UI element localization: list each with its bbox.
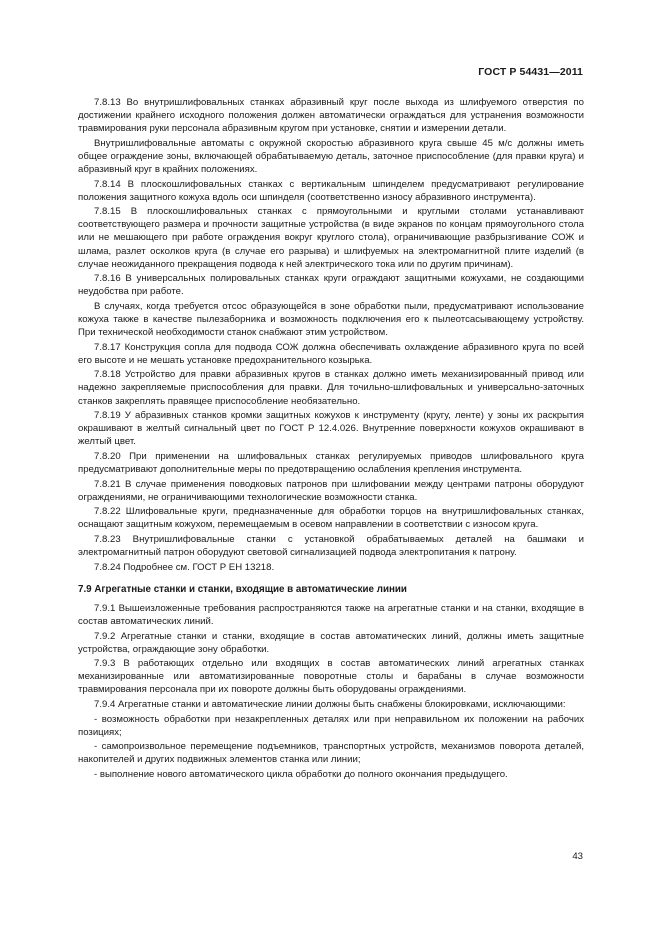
document-body [78, 96, 584, 783]
paragraph-7-8-24: 7.8.24 Подробнее см. ГОСТ Р ЕН 13218. [94, 561, 275, 573]
paragraph-internal-grinding-automats: Внутришлифовальные автоматы с окружной скоростью абразивного круга свыше 45 м/с должны иметь общее ограждение зоны, включающей обрабатываемую деталь, заточное приспособление (для правки круга) и абразивный круг в крайних положениях. [78, 137, 584, 175]
paragraph-7-8-15: 7.8.15 В плоскошлифовальных станках с прямоугольными и круглыми столами устанавливают соответствующего размера и прочности защитные устройства (в виде экранов по концам прямоугольного стола или не мешающего при работе ограждения вокруг круглого стола), ограничивающие разбрызгивание СОЖ и шлама, разлет осколков круга (в случае его разрыва) и шлифуемых на электромагнитной плите изделий (в случае неожиданного прекращения подвода к ней электрического тока или по другим причинам). [78, 206, 584, 270]
paragraph-7-8-17: 7.8.17 Конструкция сопла для подвода СОЖ должна обеспечивать охлаждение абразивного круга по всей его высоте и не мешать установке предохранительного козырька. [78, 341, 584, 366]
document-code: ГОСТ Р 54431—2011 [478, 66, 583, 78]
section-title: 7.9 Агрегатные станки и станки, входящие в автоматические линии [78, 583, 407, 595]
paragraph-7-9-1: 7.9.1 Вышеизложенные требования распространяются также на агрегатные станки и на станки, входящие в состав автоматических линий. [78, 602, 584, 627]
paragraph-7-8-20: 7.8.20 При применении на шлифовальных станках регулируемых приводов шлифовального круга предусматривают дополнительные меры по предотвращению ослабления крепления инструмента. [78, 450, 584, 476]
paragraph-7-8-23: 7.8.23 Внутришлифовальные станки с установкой обрабатываемых деталей на башмаки и электромагнитный патрон оборудуют световой сигнализацией подвода электропитания к патрону. [78, 534, 584, 559]
paragraph-7-8-22: 7.8.22 Шлифовальные круги, предназначенные для обработки торцов на внутришлифовальных станках, оснащают защитным кожухом, перемещаемым в осевом направлении в соответствии с износом круга. [78, 506, 584, 531]
paragraph-7-8-13: 7.8.13 Во внутришлифовальных станках абразивный круг после выхода из шлифуемого отверстия по достижении крайнего исходного положения должен автоматически ограждаться для устранения возможности травмирования руки персонала абразивным кругом при установке, снятии и измерении детали. [78, 97, 584, 135]
list-item-spontaneous-movement: - самопроизвольное перемещение подъемников, транспортных устройств, механизмов поворота деталей, накопителей и других подвижных элементов станка или линии; [78, 741, 584, 766]
paragraph-7-8-14: 7.8.14 В плоскошлифовальных станках с вертикальным шпинделем предусматривают регулирование положения защитного кожуха вдоль оси шпинделя (соответственно износу абразивного инструмента). [78, 178, 584, 203]
paragraph-7-8-16: 7.8.16 В универсальных полировальных станках круги ограждают защитными кожухами, не создающими неудобства при работе. [78, 273, 584, 298]
paragraph-7-8-19: 7.8.19 У абразивных станков кромки защитных кожухов к инструменту (кругу, ленте) у зоны их раскрытия окрашивают в желтый сигнальный цвет по ГОСТ Р 12.4.026. Внутренние поверхности кожухов окрашивают в желтый цвет. [78, 410, 584, 448]
paragraph-7-9-3: 7.9.3 В работающих отдельно или входящих в состав автоматических линий агрегатных станках механизированные или автоматизированные поворотные столы и барабаны в случае возможности травмирования персонала при их повороте должны быть оборудованы ограждениями. [78, 658, 584, 696]
page-number: 43 [572, 851, 583, 862]
paragraph-7-8-21: 7.8.21 В случае применения поводковых патронов при шлифовании между центрами патроны оборудуют ограждениями, не ограничивающими технологические возможности станка. [78, 478, 584, 503]
list-item-unsecured-parts: - возможность обработки при незакрепленных деталях или при неправильном их положении на рабочих позициях; [78, 713, 584, 738]
paragraph-dust-extraction: В случаях, когда требуется отсос образующейся в зоне обработки пыли, предусматривают использование кожуха также в качестве пылезаборника и возможность подключения его к пылеотсасывающему устройству. При технической необходимости станок снабжают этим устройством. [78, 300, 584, 339]
paragraph-7-8-18: 7.8.18 Устройство для правки абразивных кругов в станках должно иметь механизированный привод или надежно закрепляемые приспособления для правки. Для точильно-шлифовальных и универсально-заточных станков закреплять правящее приспособление необязательно. [78, 369, 584, 407]
list-item-new-cycle: - выполнение нового автоматического цикла обработки до полного окончания предыдущего. [94, 769, 508, 780]
paragraph-7-9-4: 7.9.4 Агрегатные станки и автоматические линии должны быть снабжены блокировками, исключающими: [94, 699, 566, 711]
paragraph-7-9-2: 7.9.2 Агрегатные станки и станки, входящие в состав автоматических линий, должны иметь защитные устройства, ограждающие зону обработки. [78, 630, 584, 655]
